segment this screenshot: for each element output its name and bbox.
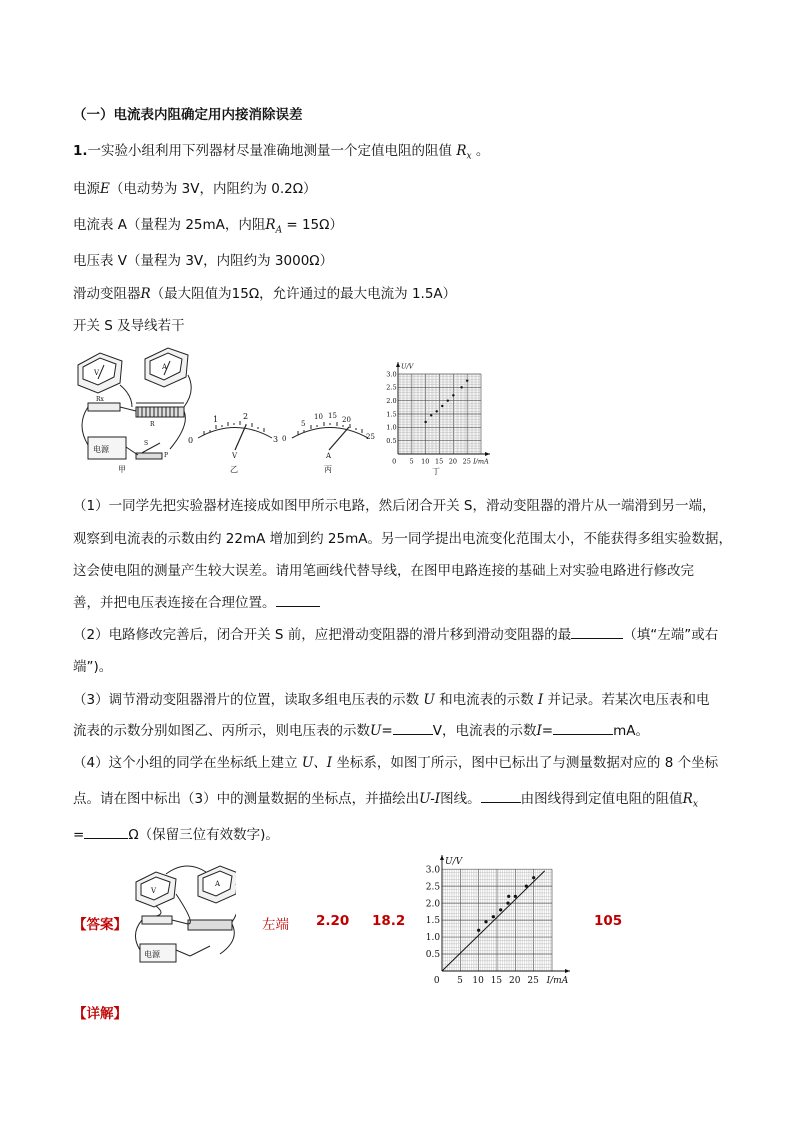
answer-blank-1[interactable] <box>276 594 320 607</box>
data-point <box>460 386 462 388</box>
data-point <box>514 895 517 898</box>
equipment-ammeter <box>73 213 343 236</box>
circuit-figure-jia <box>78 348 194 474</box>
var-i: I <box>537 692 544 708</box>
x-tick-label: 5 <box>409 457 414 466</box>
eq1-var: E <box>100 181 110 197</box>
part3-i-eq: I= <box>536 723 554 739</box>
switch-label: S <box>144 440 149 447</box>
ammeter-dial-bing <box>282 412 375 474</box>
eq4-a: 滑动变阻器 <box>73 286 141 302</box>
period: 。 <box>475 143 490 159</box>
voltmeter-device <box>78 353 122 393</box>
answer-blank-2[interactable] <box>571 626 623 639</box>
data-point <box>441 405 443 407</box>
x-tick-label: 20 <box>448 457 458 466</box>
ans-rheostat <box>188 920 232 930</box>
volt-tick-0: 0 <box>188 436 194 445</box>
answer-part4: 105 <box>594 913 623 929</box>
label-jia: 甲 <box>118 465 126 474</box>
volt-dial-v: V <box>232 452 238 460</box>
slider-label: P <box>164 452 169 459</box>
y-tick-label: 1.5 <box>425 916 441 927</box>
y-tick-label: 3.0 <box>386 370 397 379</box>
volt-needle <box>235 425 246 450</box>
part3-line1 <box>73 688 710 708</box>
answer-blank-i[interactable] <box>553 722 613 735</box>
part4-u-i: U-I <box>419 791 441 807</box>
part2-line2: 端”)。 <box>73 659 113 675</box>
eq1-b: （电动势为 3V，内阻约为 0.2Ω） <box>109 181 317 197</box>
part4-line3 <box>73 823 279 843</box>
x-tick-label: 5 <box>457 976 463 986</box>
amp-ticks <box>298 422 362 435</box>
part3-text-1: （3）调节滑动变阻器滑片的位置，读取多组电压表的示数 <box>73 692 420 708</box>
eq2-b: = 15Ω） <box>282 217 343 233</box>
part4-ui: U、I <box>301 755 333 771</box>
eq2-var: R <box>265 217 276 233</box>
part1-line4-text: 善，并把电压表连接在合理位置。 <box>73 595 276 611</box>
part3-u-eq: U= <box>370 723 393 739</box>
detail-label: 【详解】 <box>73 1006 127 1022</box>
resistor-rx <box>88 403 120 411</box>
voltmeter-label: V <box>94 369 100 377</box>
y-tick-label: 2.5 <box>386 383 397 392</box>
x-tick-label: 25 <box>527 976 539 986</box>
answer-circuit-figure <box>126 864 236 964</box>
eq4-var: R <box>140 286 151 302</box>
switch-device <box>136 443 162 459</box>
part3-text-2e: mA。 <box>613 723 649 739</box>
data-point <box>466 379 468 381</box>
equipment-voltmeter: 电压表 V（量程为 3V，内阻约为 3000Ω） <box>73 253 334 269</box>
part4-text-2d: 由图线得到定值电阻的阻值 <box>520 791 683 807</box>
amp-tick-25: 25 <box>366 433 375 441</box>
ans-voltmeter-label: V <box>151 887 157 895</box>
part4-line1 <box>73 751 718 771</box>
y-axis-arrow <box>396 362 400 367</box>
x-tick-label: 10 <box>472 976 484 986</box>
x-tick-label: 25 <box>462 457 471 466</box>
x-tick-label: 20 <box>509 976 521 986</box>
part2-text-a: （2）电路修改完善后，闭合开关 S 前，应把滑动变阻器的滑片移到滑动变阻器的最 <box>73 627 572 643</box>
eq2-sub: A <box>275 225 283 236</box>
data-point <box>532 876 535 879</box>
label-bing: 丙 <box>324 465 332 474</box>
part3-text-1b: 和电流表的示数 <box>439 692 534 708</box>
volt-tick-3: 3 <box>273 435 279 444</box>
part4-text-3b: Ω（保留三位有效数字)。 <box>128 827 279 843</box>
label-yi: 乙 <box>230 465 238 474</box>
answer-blank-graph[interactable] <box>481 790 521 803</box>
data-point <box>492 915 495 918</box>
question-intro-text: 一实验小组利用下列器材尽量准确地测量一个定值电阻的阻值 <box>87 143 453 159</box>
data-point <box>507 895 510 898</box>
y-tick-label: 1.0 <box>386 423 397 432</box>
part4-text-1c: 坐标系，如图丁所示，图中已标出了与测量数据对应的 8 个坐标 <box>336 755 719 771</box>
amp-arc <box>292 428 368 439</box>
answer-blank-u[interactable] <box>393 722 433 735</box>
y-axis-arrow <box>440 855 444 860</box>
part1-line3: 这会使电阻的测量产生较大误差。请用笔画线代替导线，在图甲电路连接的基础上对实验电路进行修改完 <box>73 563 694 579</box>
volt-tick-1: 1 <box>213 415 219 424</box>
part1-line1: （1）一同学先把实验器材连接成如图甲所示电路，然后闭合开关 S，滑动变阻器的滑片从一端滑到另一端， <box>73 498 716 514</box>
answer-label: 【答案】 <box>73 917 127 933</box>
answer-graph <box>410 852 580 992</box>
part3-line2 <box>73 719 649 739</box>
amp-dial-a: A <box>326 452 332 460</box>
data-point <box>525 885 528 888</box>
answer-part3-i: 18.2 <box>372 913 406 929</box>
equipment-rheostat <box>73 282 456 302</box>
amp-tick-15: 15 <box>328 412 337 420</box>
y-tick-label: 0.5 <box>425 950 441 961</box>
label-ding: 丁 <box>432 467 440 476</box>
data-point <box>477 929 480 932</box>
rx-label: Rx <box>96 396 104 403</box>
eq2-a: 电流表 A（量程为 25mA，内阻 <box>73 217 266 233</box>
y-axis-label: U/V <box>401 362 414 371</box>
equipment-switch: 开关 S 及导线若干 <box>73 318 185 334</box>
part2-text-b: （填“左端”或右 <box>623 627 719 643</box>
amp-tick-10: 10 <box>314 413 323 421</box>
part4-line2 <box>73 787 698 810</box>
graph-ding <box>378 360 498 472</box>
part3-text-2c: V，电流表的示数 <box>432 723 537 739</box>
ans-power-label: 电源 <box>144 950 160 959</box>
amp-tick-5: 5 <box>301 420 306 428</box>
ans-ammeter-label: A <box>215 880 221 888</box>
part4-rx-sub: x <box>692 799 698 810</box>
part4-text-1a: （4）这个小组的同学在坐标纸上建立 <box>73 755 298 771</box>
part4-text-3a: = <box>73 827 85 843</box>
data-point <box>484 920 487 923</box>
y-tick-label: 1.0 <box>425 933 441 944</box>
part4-rx: R <box>682 791 693 807</box>
rx-symbol: R <box>456 143 467 159</box>
eq1-a: 电源 <box>73 181 100 197</box>
x-axis-arrow <box>485 452 490 456</box>
part3-text-1c: 并记录。若某次电压表和电 <box>547 692 710 708</box>
part2-line1 <box>73 623 718 643</box>
question-number: 1. <box>73 143 88 159</box>
volt-arc <box>198 428 272 439</box>
section-title: （一）电流表内阻确定用内接消除误差 <box>73 107 303 123</box>
power-label: 电源 <box>93 445 109 454</box>
voltmeter-dial-yi <box>188 412 278 474</box>
x-tick-label: 10 <box>421 457 430 466</box>
x-tick-label: 15 <box>434 457 444 466</box>
y-tick-label: 1.5 <box>386 410 397 419</box>
y-tick-label: 2.5 <box>425 882 441 893</box>
part4-text-2c: 图线。 <box>440 791 481 807</box>
amp-tick-0: 0 <box>282 435 287 443</box>
x-axis-arrow <box>565 969 570 973</box>
ans-rx <box>142 916 172 924</box>
data-point <box>499 908 502 911</box>
volt-tick-2: 2 <box>243 412 249 421</box>
y-tick-label: 3.0 <box>425 865 441 876</box>
var-u: U <box>423 692 435 708</box>
y-tick-label: 0.5 <box>386 436 397 445</box>
amp-tick-20: 20 <box>342 416 351 424</box>
rx-sub: x <box>466 151 472 162</box>
rheostat-label: R <box>150 421 155 428</box>
data-point <box>430 414 432 416</box>
origin-label: 0 <box>433 976 440 986</box>
data-point <box>452 394 454 396</box>
part4-text-2a: 点。请在图中标出（3）中的测量数据的坐标点，并描绘出 <box>73 791 420 807</box>
x-axis-label: I/mA <box>473 457 489 466</box>
part1-line2: 观察到电流表的示数由约 22mA 增加到约 25mA。另一同学提出电流变化范围太小，不能获得多组实验数据， <box>73 531 733 547</box>
part3-text-2a: 流表的示数分别如图乙、丙所示，则电压表的示数 <box>73 723 370 739</box>
rheostat-device <box>136 403 184 417</box>
y-axis-label: U/V <box>445 857 463 867</box>
answer-part3-u: 2.20 <box>316 913 350 929</box>
y-tick-label: 2.0 <box>425 899 441 910</box>
data-point <box>447 399 449 401</box>
data-point <box>424 421 426 423</box>
data-point <box>506 902 509 905</box>
amp-needle <box>329 427 349 450</box>
data-point <box>436 410 438 412</box>
answer-part2: 左端 <box>262 917 289 933</box>
answer-blank-rx[interactable] <box>84 826 128 839</box>
origin-label: 0 <box>392 457 397 466</box>
x-tick-label: 15 <box>490 976 503 986</box>
y-tick-label: 2.0 <box>386 396 397 405</box>
part1-line4 <box>73 591 320 611</box>
question-intro <box>73 139 489 162</box>
eq4-b: （最大阻值为15Ω，允许通过的最大电流为 1.5A） <box>150 286 457 302</box>
x-axis-label: I/mA <box>546 976 569 986</box>
ammeter-label: A <box>162 363 168 371</box>
ans-switch <box>190 946 210 956</box>
equipment-source <box>73 177 317 197</box>
